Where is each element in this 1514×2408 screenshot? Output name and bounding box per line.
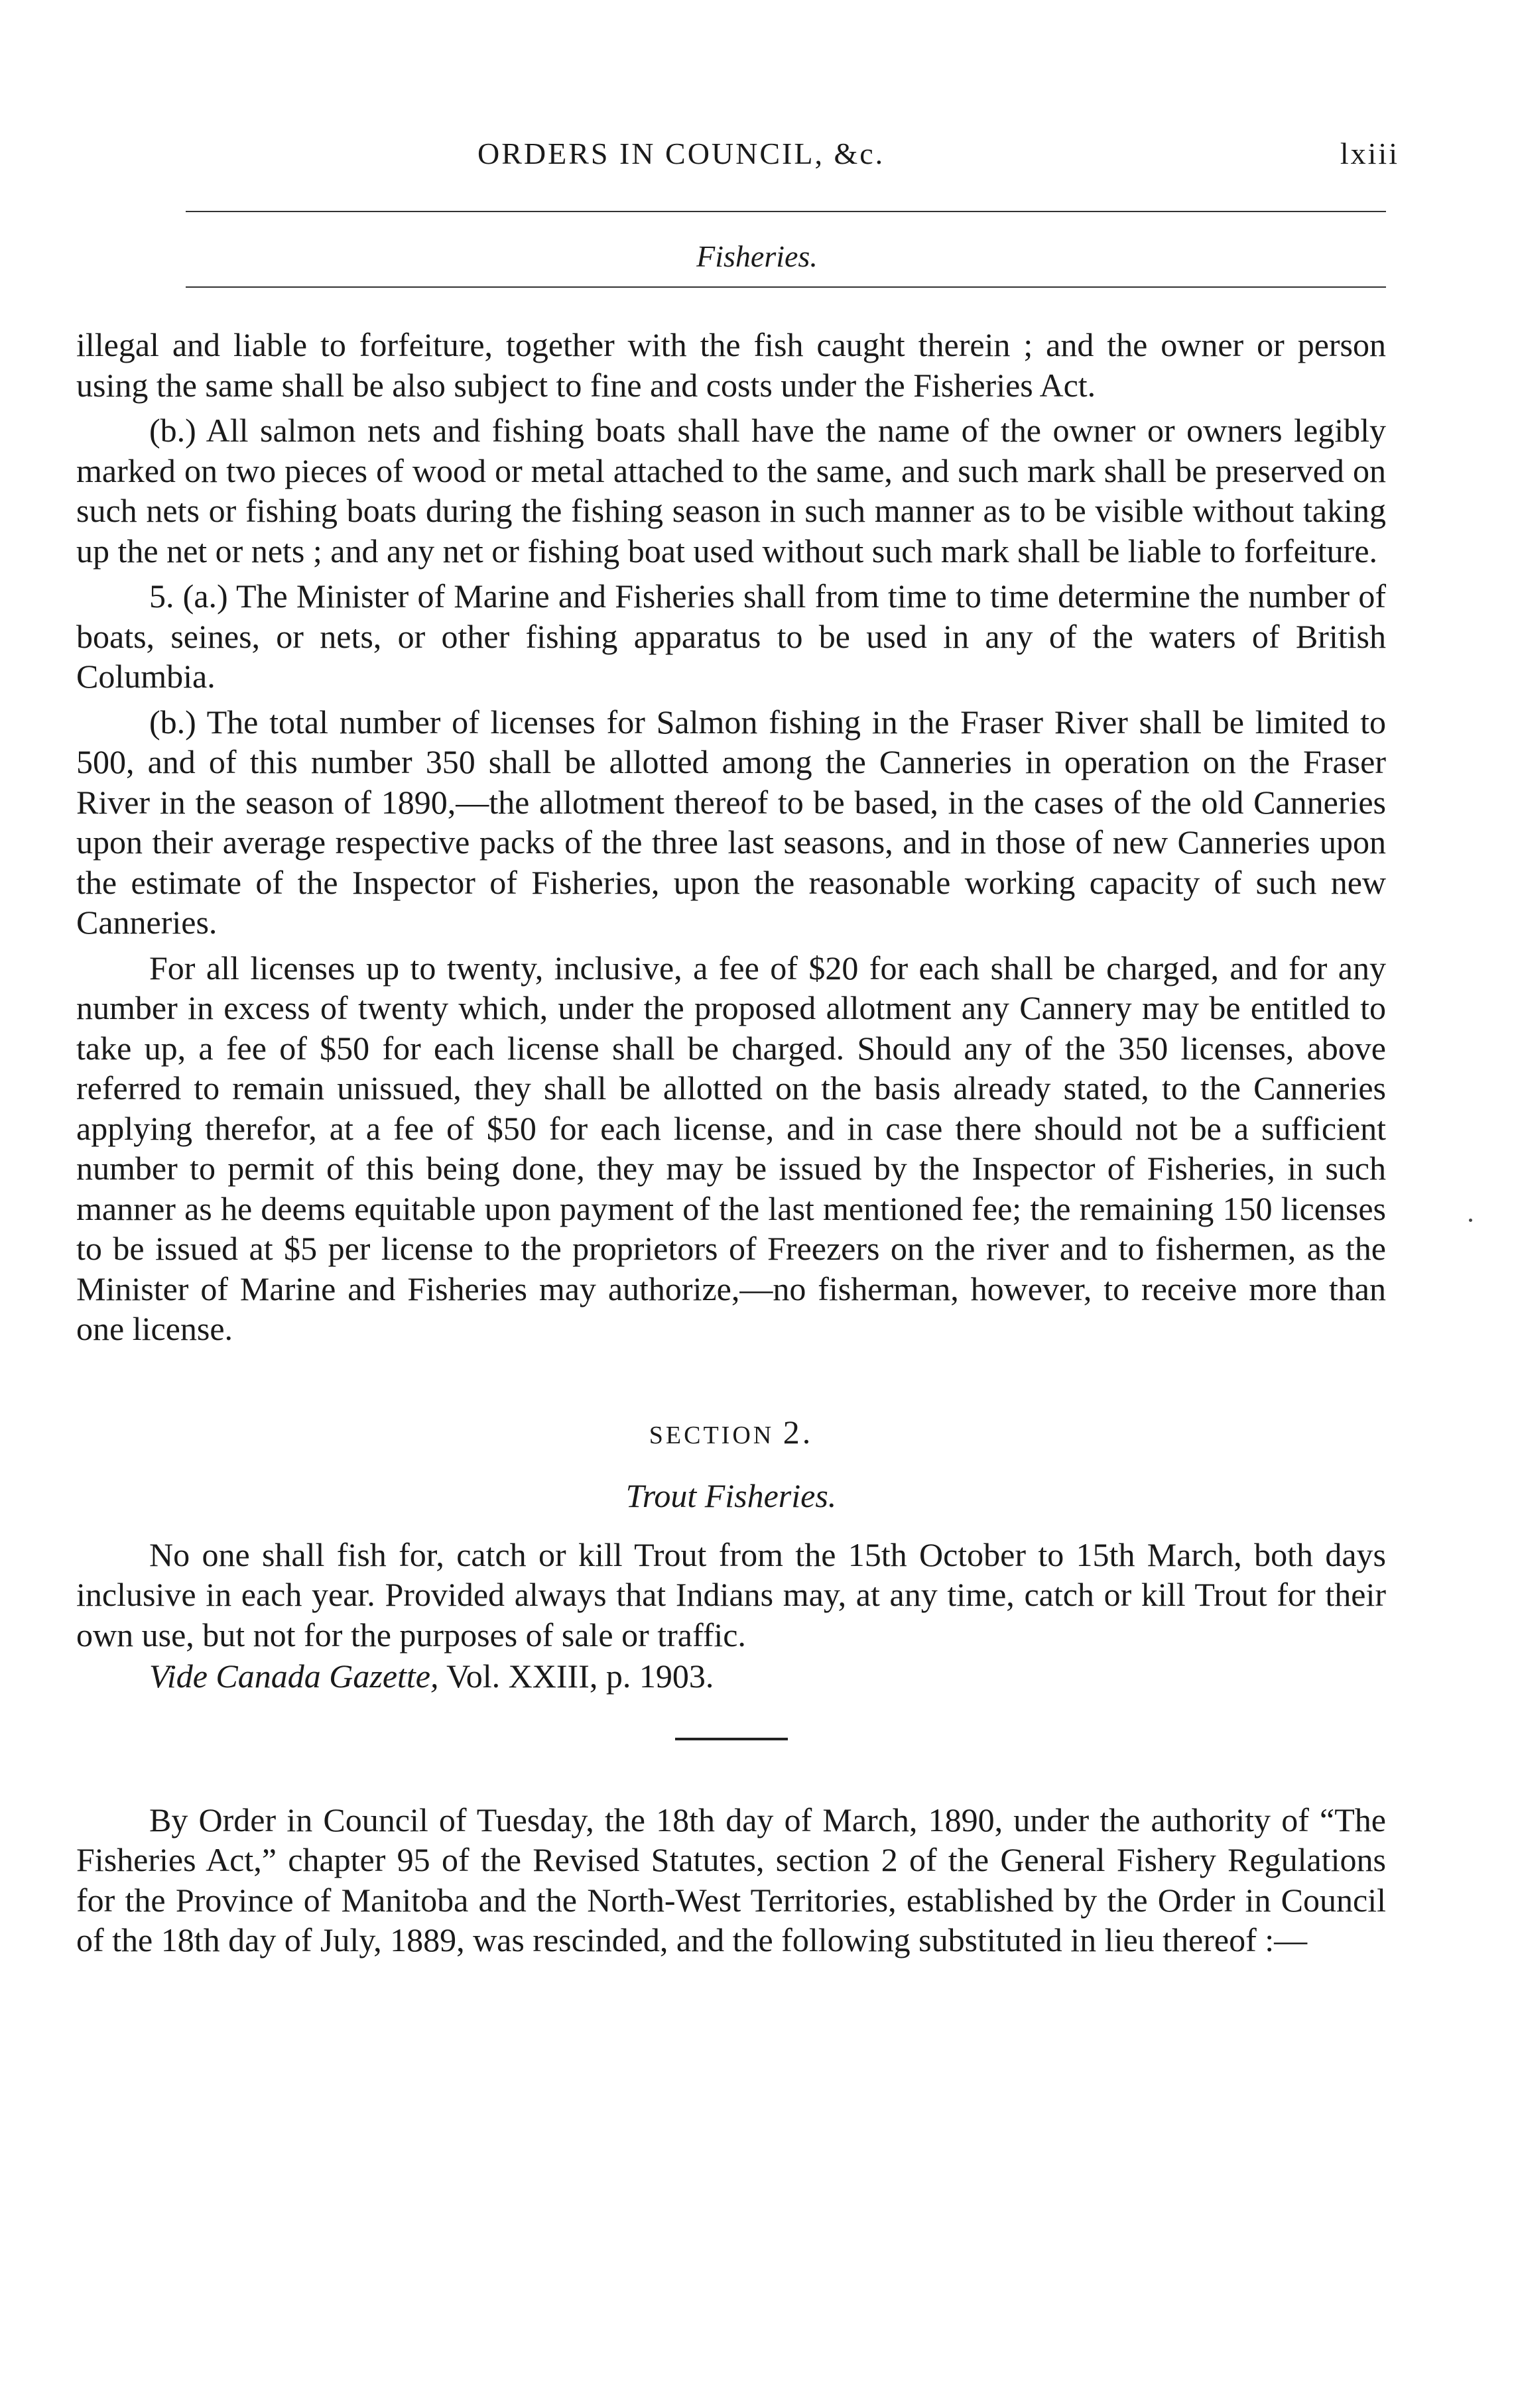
paragraph-trout: No one shall fish for, catch or kill Trout from the 15th October to 15th March, both days inclusive in each year. Provided always that Indians may, at any time, catch or kill Trout for their own use, but not for the purposes of sale or traffic. [76,1535,1386,1654]
paragraph-b-nets-marking: (b.) All salmon nets and fishing boats shall have the name of the owner or owners legibly marked on two pieces of wood or metal attached to the same, and such mark shall be preserved on such nets or fishing boats during the fishing season in such manner as to be visible without taking up the net or nets ; and any net or fishing boat used without such mark shall be liable to forfeiture. [76,412,1386,570]
paragraph-5a: 5. (a.) The Minister of Marine and Fisheries shall from time to time determine the number of boats, seines, or nets, or other fishing apparatus to be used in any of the waters of British Columbia. [76,577,1386,695]
subtitle: Fisheries. [696,239,818,273]
separator-rule [675,1738,788,1740]
vide-ref: Vol. XXIII, p. 1903. [446,1657,714,1695]
vide-prefix: Vide Canada Gazette, [149,1657,439,1695]
paragraph-continuation: illegal and liable to forfeiture, together with the fish caught therein ; and the owner or person using the same shall be also subject to fine and costs under the Fisheries Act. [76,326,1386,404]
section-title: Trout Fisheries. [625,1476,837,1514]
paragraph-b-licenses: (b.) The total number of licenses for Salmon fishing in the Fraser River shall be limited to 500, and of this number 350 shall be allotted among the Canneries in operation on the Fraser River in the season of 1890,—the allotment thereof to be based, in the cases of the old Canneries upon their average respective packs of the three last seasons, and in those of new Canneries upon the estimate of the Inspector of Fisheries, upon the reasonable working capacity of such new Canneries. [76,703,1386,941]
page-number: lxiii [1340,137,1399,170]
page-body [76,325,1386,1960]
paragraph-order-in-council: By Order in Council of Tuesday, the 18th day of March, 1890, under the authority of “The Fisheries Act,” chapter 95 of the Revised Statutes, section 2 of the General Fishery Regulations for the Province of Manitoba and the North-West Territories, established by the Order in Council of the 18th day of July, 1889, was rescinded, and the following substituted in lieu thereof :— [76,1801,1386,1958]
paragraph-fees: For all licenses up to twenty, inclusive, a fee of $20 for each shall be charged, and for any number in excess of twenty which, under the proposed allotment any Cannery may be entitled to take up, a fee of $50 for each license shall be charged. Should any of the 350 licenses, above referred to remain unissued, they shall be allotted on the basis already stated, to the Canneries applying therefor, at a fee of $50 for each license, and in case there should not be a sufficient number to permit of this being done, they may be issued by the Inspector of Fisheries, in such manner as he deems equitable upon payment of the last mentioned fee; the remaining 150 licenses to be issued at $5 per license to the proprietors of Freezers on the river and to fishermen, as the Minister of Marine and Fisheries may authorize,—no fisherman, however, to receive more than one license. [76,949,1386,1347]
header-rule-top [186,211,1386,212]
section-label: SECTION [649,1421,775,1449]
section-heading [76,1413,1386,1451]
header-rule-bottom [186,286,1386,288]
running-title: ORDERS IN COUNCIL, &c. [477,137,885,170]
section-number: 2. [783,1413,814,1451]
margin-dot [1469,1219,1472,1222]
gazette-reference [76,1656,1386,1697]
